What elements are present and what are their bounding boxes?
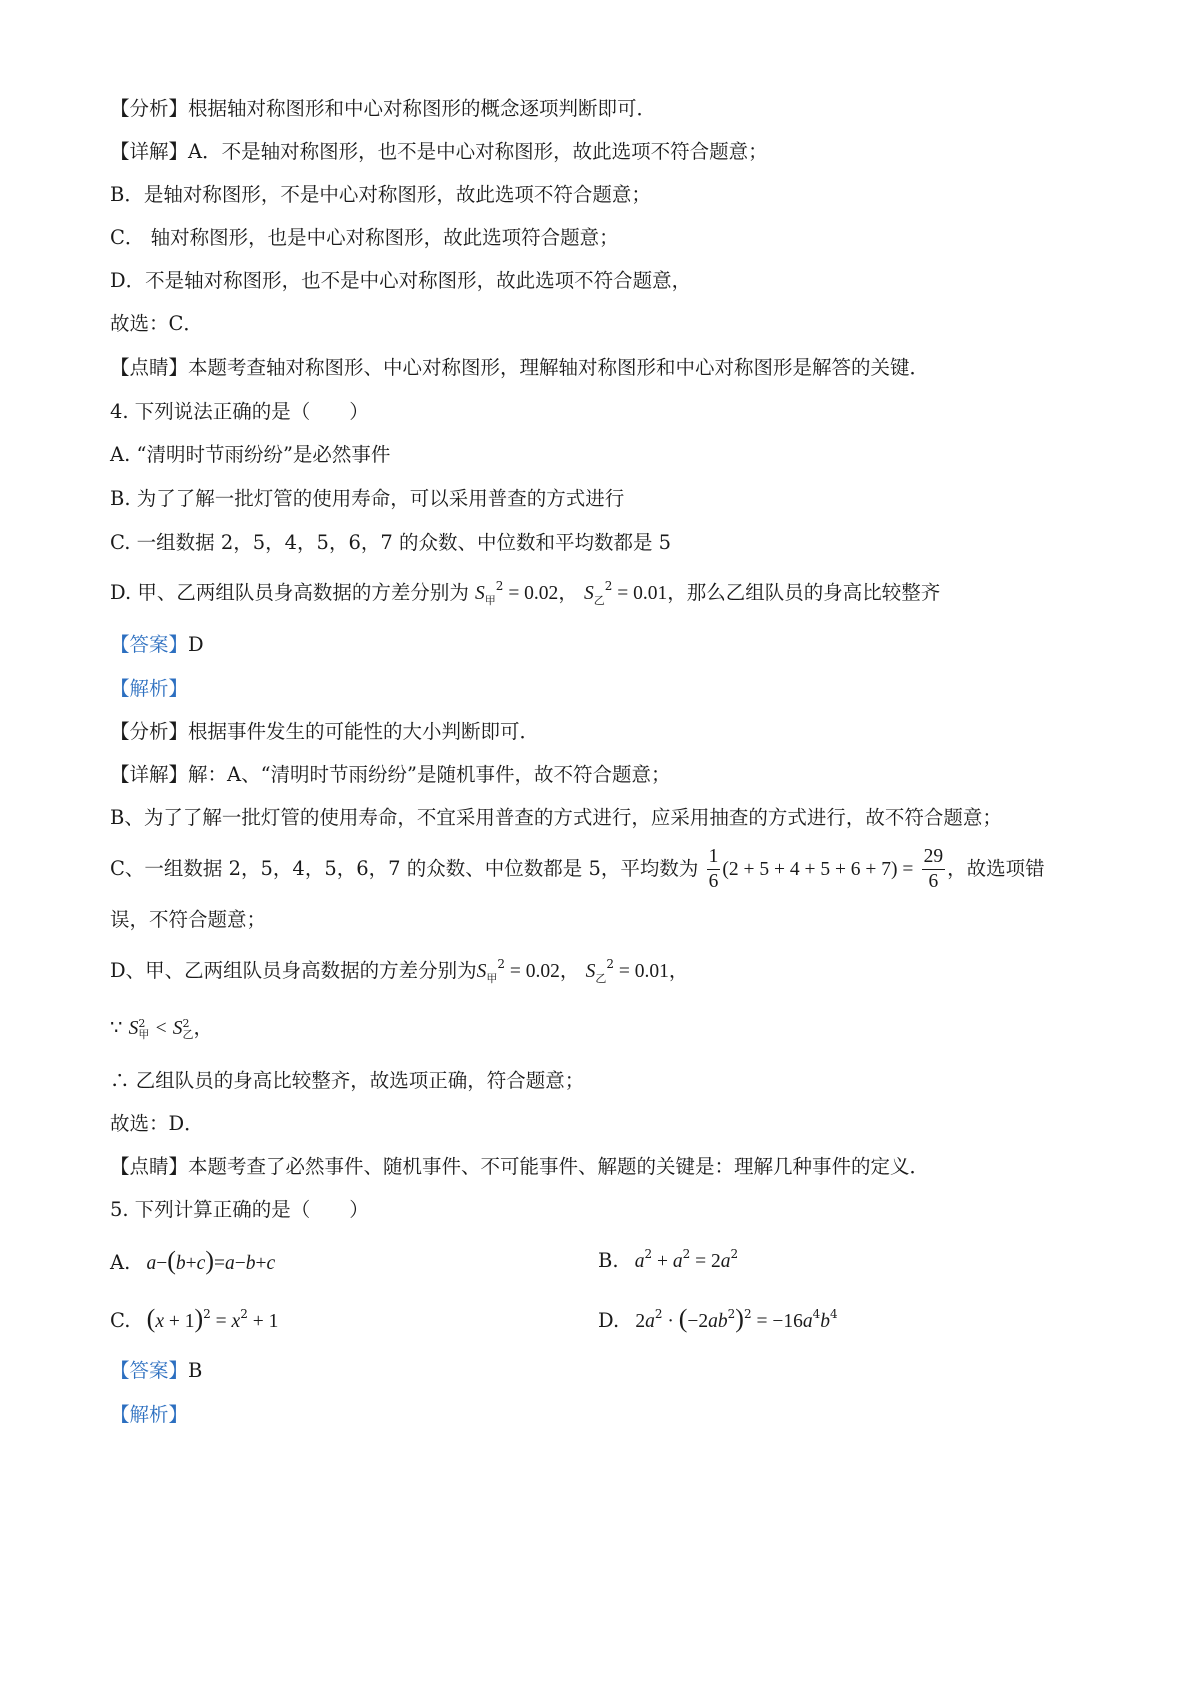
subscript-jia: 甲 bbox=[486, 972, 498, 985]
variance-value-jia: = 0.02 bbox=[505, 961, 560, 982]
variance-symbol: S bbox=[476, 961, 487, 982]
q5-option-c: C. $(x + 1)^2 = x^2 + 1$ bbox=[110, 1304, 279, 1333]
subscript-yi: 乙 bbox=[182, 1027, 194, 1041]
exponent: 2 bbox=[606, 957, 614, 971]
answer-label: 【答案】 bbox=[110, 633, 189, 656]
because-tail: ， bbox=[193, 1016, 214, 1039]
q4-detail-c bbox=[110, 843, 1045, 896]
q4-detail-c-tail: ，故选项错 bbox=[947, 857, 1045, 880]
option-label: D. bbox=[598, 1309, 620, 1332]
frac-denominator: 6 bbox=[708, 871, 719, 892]
variance-symbol: S bbox=[585, 961, 596, 982]
answer-label: 【答案】 bbox=[110, 1359, 189, 1382]
option-label: A. bbox=[110, 1251, 131, 1274]
q3-analysis: 【分析】根据轴对称图形和中心对称图形的概念逐项判断即可． bbox=[110, 97, 657, 120]
q4-stem: 4. 下列说法正确的是（ ） bbox=[110, 400, 369, 423]
exponent: 2 bbox=[604, 579, 613, 593]
q4-comment: 【点睛】本题考查了必然事件、随机事件、不可能事件、解题的关键是：理解几种事件的定义． bbox=[110, 1155, 930, 1178]
subscript-yi: 乙 bbox=[593, 594, 605, 607]
q5-option-b: B. $a^2 + a^2 = 2a^2$ bbox=[598, 1247, 739, 1272]
option-label: B. bbox=[598, 1249, 619, 1272]
q4-option-d: D. 甲、乙两组队员身高数据的方差分别为 $S_甲^2 = 0.02$， $S_乙^2 = 0.01$，那么乙组队员的身高比较整齐 bbox=[110, 579, 941, 607]
q3-choice: 故选：C． bbox=[110, 312, 203, 335]
q4-option-d-text: D. 甲、乙两组队员身高数据的方差分别为 bbox=[110, 581, 469, 604]
variance-value-jia: = 0.02 bbox=[503, 583, 559, 604]
fraction-one-sixth bbox=[707, 845, 721, 894]
q4-option-b: B. 为了了解一批灯管的使用寿命，可以采用普查的方式进行 bbox=[110, 487, 625, 510]
q4-detail-c-cont: 误，不符合题意； bbox=[110, 908, 267, 931]
q4-jiexi: 【解析】 bbox=[110, 677, 189, 700]
exponent: 2 bbox=[138, 1016, 146, 1030]
exponent: 2 bbox=[182, 1016, 190, 1030]
exponent: 2 bbox=[497, 957, 506, 971]
answer-value: D bbox=[188, 633, 204, 656]
q4-because: ∵ S 2 甲 < S 2 乙 ， bbox=[110, 1016, 214, 1041]
q4-analysis: 【分析】根据事件发生的可能性的大小判断即可． bbox=[110, 720, 540, 743]
variance-value-yi: = 0.01， bbox=[614, 961, 689, 982]
variance-value-yi: = 0.01 bbox=[612, 583, 668, 604]
q4-detail-c-text: C、一组数据 2，5，4，5，6，7 的众数、中位数都是 5，平均数为 bbox=[110, 857, 699, 880]
q5-option-a: A. a−(b+c)=a−b+c bbox=[110, 1246, 276, 1275]
variance-symbol: S bbox=[128, 1018, 139, 1039]
q3-detail-a: 【详解】A．不是轴对称图形，也不是中心对称图形，故此选项不符合题意； bbox=[110, 140, 768, 163]
q5-stem: 5. 下列计算正确的是（ ） bbox=[110, 1198, 369, 1221]
exponent: 2 bbox=[495, 579, 504, 593]
because-symbol: ∵ bbox=[110, 1016, 123, 1039]
frac-numerator: 29 bbox=[922, 845, 946, 870]
q4-option-a: A. “清明时节雨纷纷”是必然事件 bbox=[110, 443, 391, 466]
subscript-jia: 甲 bbox=[484, 594, 496, 607]
subscript-yi: 乙 bbox=[595, 972, 607, 985]
frac-denominator: 6 bbox=[928, 871, 939, 892]
q5-jiexi: 【解析】 bbox=[110, 1403, 189, 1426]
q4-detail-b: B、为了了解一批灯管的使用寿命，不宜采用普查的方式进行，应采用抽查的方式进行，故不符合题意； bbox=[110, 806, 1002, 829]
q4-option-c: C. 一组数据 2，5，4，5，6，7 的众数、中位数和平均数都是 5 bbox=[110, 531, 672, 554]
subscript-jia: 甲 bbox=[138, 1027, 150, 1041]
q4-answer bbox=[110, 632, 204, 658]
q4-detail-d-text: D、甲、乙两组队员身高数据的方差分别为 bbox=[110, 959, 477, 982]
answer-value: B bbox=[188, 1359, 203, 1382]
fraction-result bbox=[922, 845, 946, 894]
q4-detail-a: 【详解】解：A、“清明时节雨纷纷”是随机事件，故不符合题意； bbox=[110, 763, 671, 786]
variance-symbol: S bbox=[172, 1018, 183, 1039]
q4-detail-d: D、甲、乙两组队员身高数据的方差分别为$S_甲^2 = 0.02$， $S_乙^2 = 0.01$， bbox=[110, 957, 689, 985]
q3-detail-c: C． 轴对称图形，也是中心对称图形，故此选项符合题意； bbox=[110, 226, 619, 249]
q3-detail-d: D．不是轴对称图形，也不是中心对称图形，故此选项不符合题意， bbox=[110, 269, 692, 292]
q4-therefore: ∴ 乙组队员的身高比较整齐，故选项正确，符合题意； bbox=[110, 1069, 585, 1092]
option-label: C. bbox=[110, 1309, 131, 1332]
sum-expression: (2 + 5 + 4 + 5 + 6 + 7) = bbox=[722, 859, 914, 880]
frac-numerator: 1 bbox=[707, 845, 721, 870]
q4-option-d-tail: ，那么乙组队员的身高比较整齐 bbox=[667, 581, 941, 604]
q4-choice: 故选：D． bbox=[110, 1112, 204, 1135]
variance-symbol: S bbox=[584, 583, 594, 604]
q3-comment: 【点睛】本题考查轴对称图形、中心对称图形，理解轴对称图形和中心对称图形是解答的关键． bbox=[110, 356, 930, 379]
q5-answer bbox=[110, 1358, 202, 1384]
q5-option-d: D. $2a^2 \cdot (-2ab^2)^2 = -16a^4b^4$ bbox=[598, 1304, 838, 1333]
variance-symbol: S bbox=[475, 583, 485, 604]
q3-detail-b: B．是轴对称图形，不是中心对称图形，故此选项不符合题意； bbox=[110, 183, 651, 206]
